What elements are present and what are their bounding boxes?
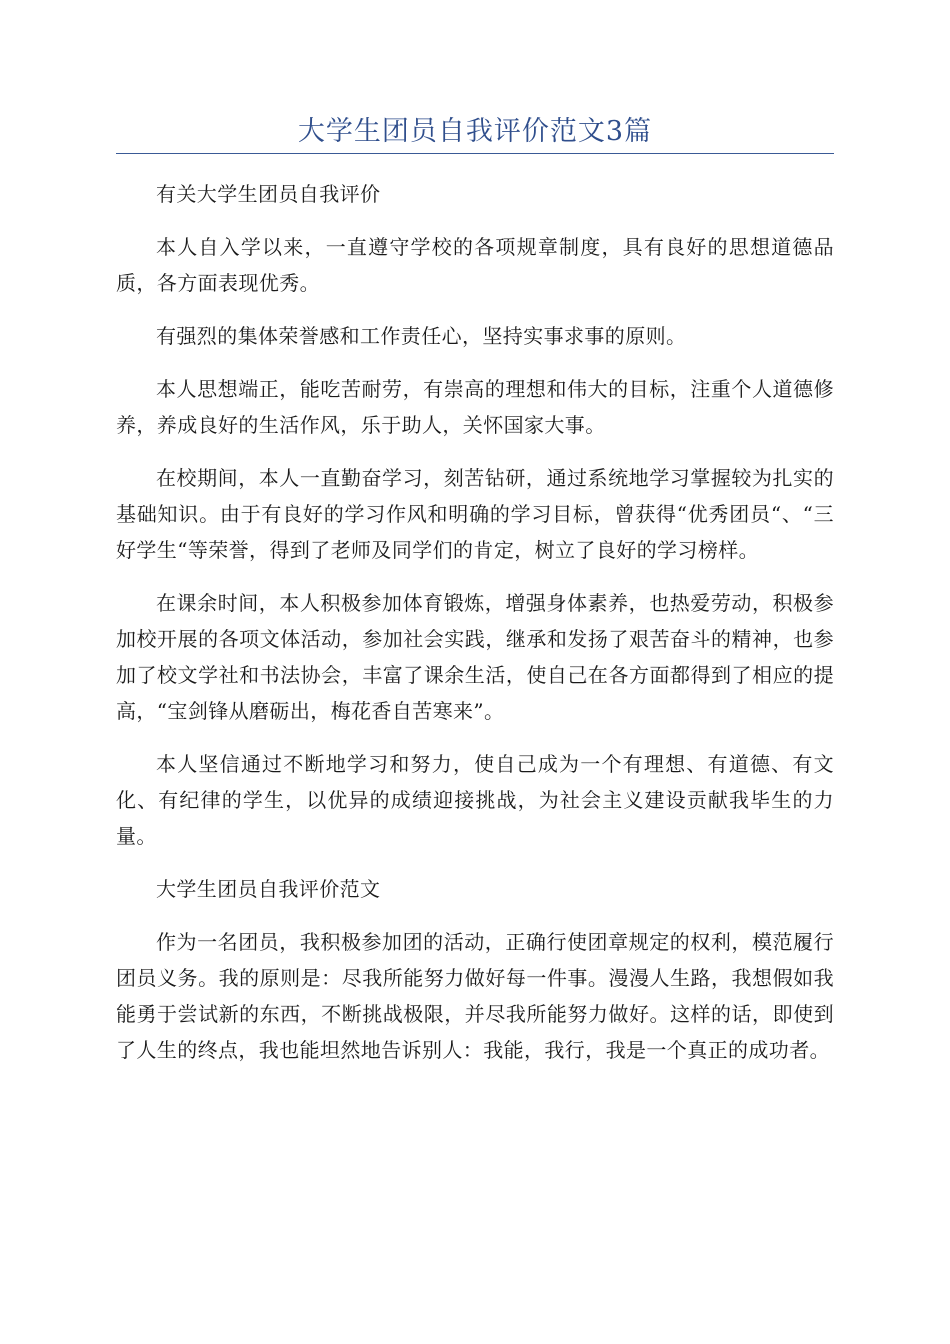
title-underline xyxy=(116,153,834,154)
document-title: 大学生团员自我评价范文3篇 xyxy=(297,116,653,147)
paragraph: 在课余时间，本人积极参加体育锻炼，增强身体素养，也热爱劳动，积极参加校开展的各项文体活动，参加社会实践，继承和发扬了艰苦奋斗的精神，也参加了校文学社和书法协会，丰富了课余生活，使自己在各方面都得到了相应的提高，“宝剑锋从磨砺出，梅花香自苦寒来”。 xyxy=(116,591,834,723)
paragraph: 有强烈的集体荣誉感和工作责任心，坚持实事求事的原则。 xyxy=(156,324,687,348)
document-body xyxy=(116,176,834,1085)
paragraph: 作为一名团员，我积极参加团的活动，正确行使团章规定的权利，模范履行团员义务。我的原则是：尽我所能努力做好每一件事。漫漫人生路，我想假如我能勇于尝试新的东西，不断挑战极限，并尽我所能努力做好。这样的话，即使到了人生的终点，我也能坦然地告诉别人：我能，我行，我是一个真正的成功者。 xyxy=(116,930,834,1062)
section-heading-1: 有关大学生团员自我评价 xyxy=(156,182,381,206)
paragraph: 在校期间，本人一直勤奋学习，刻苦钻研，通过系统地学习掌握较为扎实的基础知识。由于有良好的学习作风和明确的学习目标，曾获得“优秀团员“、“三好学生“等荣誉，得到了老师及同学们的肯定，树立了良好的学习榜样。 xyxy=(116,466,834,562)
paragraph: 本人坚信通过不断地学习和努力，使自己成为一个有理想、有道德、有文化、有纪律的学生，以优异的成绩迎接挑战，为社会主义建设贡献我毕生的力量。 xyxy=(116,752,834,848)
section-heading-2: 大学生团员自我评价范文 xyxy=(156,877,381,901)
paragraph: 本人自入学以来，一直遵守学校的各项规章制度，具有良好的思想道德品质，各方面表现优秀。 xyxy=(116,235,834,295)
paragraph: 本人思想端正，能吃苦耐劳，有崇高的理想和伟大的目标，注重个人道德修养，养成良好的生活作风，乐于助人，关怀国家大事。 xyxy=(116,377,834,437)
